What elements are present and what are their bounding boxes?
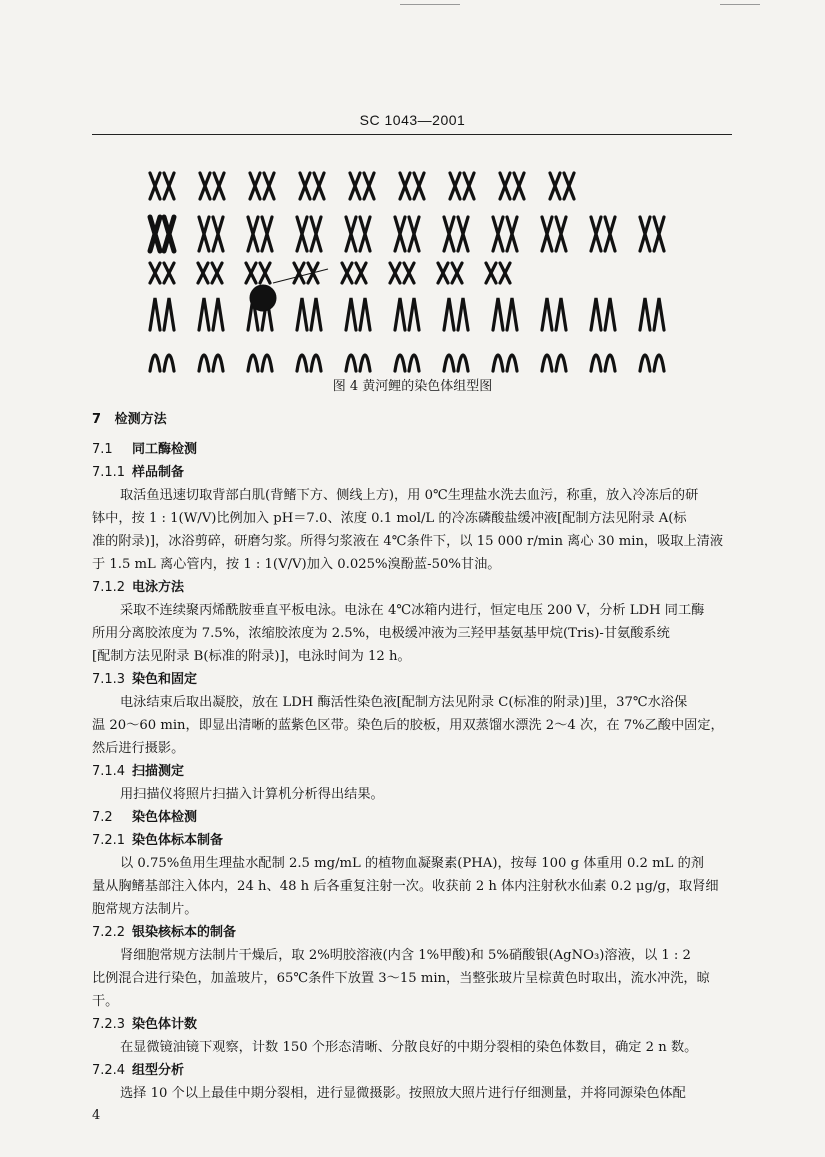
section-7-2-3-heading: 7.2.3 染色体计数 (92, 1017, 198, 1032)
chromosome-pair (395, 217, 419, 251)
chromosome-pair (591, 355, 615, 371)
marked-chromosome (250, 285, 276, 311)
paragraph-line: 电泳结束后取出凝胶，放在 LDH 酶活性染色液[配制方法见附录 C(标准的附录)]里，37℃水浴保 (120, 695, 688, 710)
paragraph-line: 胞常规方法制片。 (92, 902, 198, 917)
chromosome-pair (150, 173, 174, 199)
chromosome-pair (346, 355, 370, 371)
section-7-2-4-heading: 7.2.4 组型分析 (92, 1063, 185, 1078)
header-rule (92, 134, 732, 135)
chromosome-pair (342, 263, 366, 283)
chromosome-pair (395, 355, 419, 371)
chromosome-pair (444, 217, 468, 251)
chromosome-pair (350, 173, 374, 199)
section-7-1-2-heading: 7.1.2 电泳方法 (92, 580, 185, 595)
chromosome-pair (346, 217, 370, 251)
paragraph-line: 选择 10 个以上最佳中期分裂相，进行显微摄影。按照放大照片进行仔细测量，并将同源染色体配 (120, 1086, 686, 1101)
paragraph-line: 在显微镜油镜下观察，计数 150 个形态清晰、分散良好的中期分裂相的染色体数目，确定 2 n 数。 (120, 1040, 698, 1055)
chromosome-pair (450, 173, 474, 199)
section-7-2-2-heading: 7.2.2 银染核标本的制备 (92, 925, 237, 940)
chromosome-pair (493, 355, 517, 371)
standard-code-header: SC 1043—2001 (359, 112, 466, 128)
chromosome-pair (199, 355, 223, 371)
chromosome-pair (542, 217, 566, 251)
paragraph-line: 于 1.5 mL 离心管内，按 1 : 1(V/V)加入 0.025%溴酚蓝-50%甘油。 (92, 557, 501, 572)
chromosome-pair (390, 263, 414, 283)
chromosome-pair (640, 217, 664, 251)
chromosome-pair (444, 298, 468, 330)
chromosome-pair (294, 263, 318, 283)
chromosome-pair (400, 173, 424, 199)
section-7-1-3-heading: 7.1.3 染色和固定 (92, 672, 198, 687)
chromosome-pair (150, 217, 174, 251)
chromosome-pair (250, 173, 274, 199)
paragraph-line: 准的附录)]，冰浴剪碎，研磨匀浆。所得匀浆液在 4℃条件下，以 15 000 r/min 离心 30 min，吸取上清液 (92, 534, 724, 549)
paragraph-line: 量从胸鳍基部注入体内，24 h、48 h 后各重复注射一次。收获前 2 h 体内注射秋水仙素 0.2 μg/g，取肾细 (92, 879, 719, 894)
chromosome-pair (591, 217, 615, 251)
chromosome-pair (444, 355, 468, 371)
section-7-heading: 7 检测方法 (92, 412, 167, 427)
chromosome-pair (150, 263, 174, 283)
chromosome-pair (493, 217, 517, 251)
paragraph-line: 取活鱼迅速切取背部白肌(背鳍下方、侧线上方)，用 0℃生理盐水洗去血污，称重，放入冷冻后的研 (120, 488, 699, 503)
section-7-1-1-heading: 7.1.1 样品制备 (92, 465, 185, 480)
paragraph-line: 然后进行摄影。 (92, 741, 185, 756)
paragraph-line: 用扫描仪将照片扫描入计算机分析得出结果。 (120, 787, 384, 802)
chromosome-pair (640, 355, 664, 371)
paragraph-line: 所用分离胶浓度为 7.5%，浓缩胶浓度为 2.5%，电极缓冲液为三羟甲基氨基甲烷(Tris)-甘氨酸系统 (92, 626, 670, 641)
paragraph-line: 温 20～60 min，即显出清晰的蓝紫色区带。染色后的胶板，用双蒸馏水漂洗 2～4 次，在 7%乙酸中固定， (92, 718, 724, 733)
page-number: 4 (92, 1108, 101, 1123)
chromosome-pair (248, 355, 272, 371)
chromosome-pair (150, 355, 174, 371)
section-7-1-4-heading: 7.1.4 扫描测定 (92, 764, 185, 779)
paragraph-line: 干。 (92, 994, 119, 1009)
chromosome-pair (200, 173, 224, 199)
chromosome-pair (150, 298, 174, 330)
chromosome-pair (248, 217, 272, 251)
chromosome-pair (198, 263, 222, 283)
chromosome-pair (346, 298, 370, 330)
chromosome-pair (493, 298, 517, 330)
scan-mark-top (400, 4, 460, 5)
chromosome-pair (297, 217, 321, 251)
section-7-2-1-heading: 7.2.1 染色体标本制备 (92, 833, 224, 848)
chromosome-pair (486, 263, 510, 283)
chromosome-pair (550, 173, 574, 199)
paragraph-line: 采取不连续聚丙烯酰胺垂直平板电泳。电泳在 4℃冰箱内进行，恒定电压 200 V，分析 LDH 同工酶 (120, 603, 705, 618)
chromosome-pair (591, 298, 615, 330)
chromosome-pair (542, 355, 566, 371)
chromosome-pair (395, 298, 419, 330)
chromosome-pair (199, 298, 223, 330)
section-7-2-heading: 7.2 染色体检测 (92, 810, 198, 825)
chromosome-pair (199, 217, 223, 251)
figure-caption: 图 4 黄河鲤的染色体组型图 (332, 379, 493, 394)
chromosome-pair (297, 298, 321, 330)
chromosome-pair (500, 173, 524, 199)
paragraph-line: [配制方法见附录 B(标准的附录)]，电泳时间为 12 h。 (92, 649, 411, 664)
karyotype-figure (140, 155, 700, 375)
paragraph-line: 肾细胞常规方法制片干燥后，取 2%明胶溶液(内含 1%甲酸)和 5%硝酸银(AgNO₃)溶液，以 1 : 2 (120, 948, 691, 963)
paragraph-line: 钵中，按 1 : 1(W/V)比例加入 pH＝7.0、浓度 0.1 mol/L 的冷冻磷酸盐缓冲液[配制方法见附录 A(标 (92, 511, 687, 526)
chromosome-pair (300, 173, 324, 199)
chromosome-pair (438, 263, 462, 283)
chromosome-pair (297, 355, 321, 371)
section-7-1-heading: 7.1 同工酶检测 (92, 442, 198, 457)
paragraph-line: 以 0.75%鱼用生理盐水配制 2.5 mg/mL 的植物血凝聚素(PHA)，按每 100 g 体重用 0.2 mL 的剂 (120, 856, 704, 871)
paragraph-line: 比例混合进行染色，加盖玻片，65℃条件下放置 3～15 min，当整张玻片呈棕黄色时取出，流水冲洗，晾 (92, 971, 710, 986)
scan-mark-top-right (720, 4, 760, 5)
chromosome-pair (542, 298, 566, 330)
chromosome-pair (246, 263, 270, 283)
chromosome-pair (640, 298, 664, 330)
